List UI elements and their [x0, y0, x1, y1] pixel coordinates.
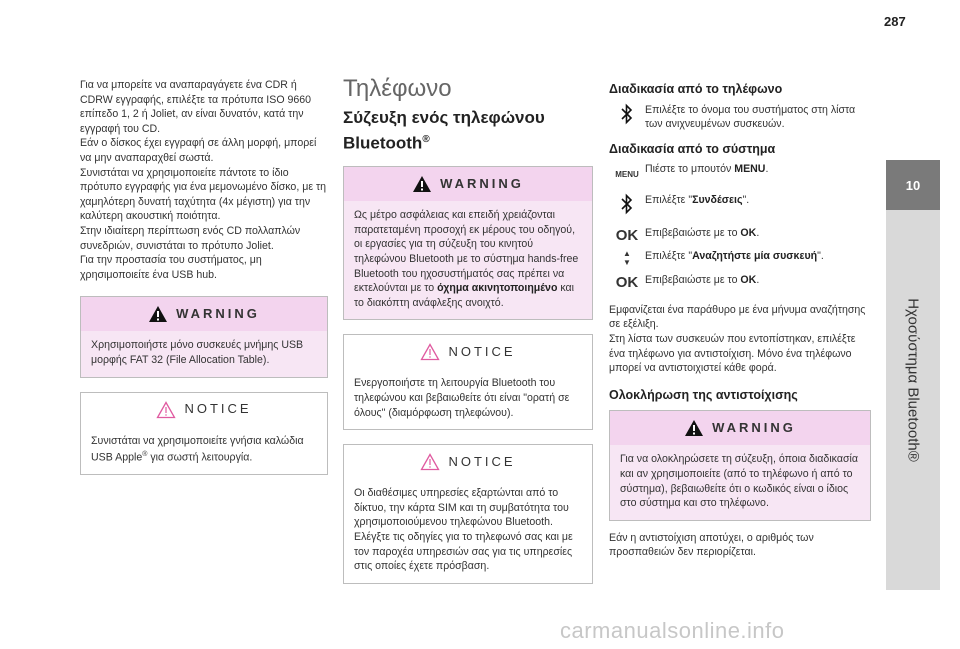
warning-title: WARNING — [176, 306, 260, 322]
ok-button-icon: OK — [615, 226, 639, 244]
notice-text — [91, 434, 317, 466]
notice-icon — [156, 401, 176, 419]
step-text-part: . — [756, 226, 760, 239]
subheading-system-procedure: Διαδικασία από το σύστημα — [609, 141, 776, 156]
step-text-part: . — [765, 163, 769, 176]
up-down-arrows-icon — [609, 249, 645, 267]
notice-header — [81, 393, 327, 427]
subheading-phone-procedure: Διαδικασία από το τηλέφωνο — [609, 82, 783, 96]
warning-text — [354, 208, 582, 310]
notice-text: Οι διαθέσιμες υπηρεσίες εξαρτώνται από το δίκτυο, την κάρτα SIM και τη συμβατότητα του χρησιμοποιούμενου τηλεφώνου Bluetooth. — [354, 487, 569, 529]
paragraph: Συνιστάται να χρησιμοποιείτε πάντοτε το ίδιο πρότυπο εγγραφής για ένα μεμονωμένο δίσκο, με τη χαμηλότερη δυνατή ταχύτητα (4x μέγιστη) για την καλύτερη ακουστική ποιότητα. — [80, 166, 327, 223]
notice-icon — [420, 343, 440, 361]
bluetooth-icon — [609, 103, 645, 130]
registered-mark: ® — [142, 451, 148, 459]
notice-text: Ενεργοποιήστε τη λειτουργία Bluetooth του τηλεφώνου και βεβαιωθείτε ότι είναι "ορατή σε όλους" (διαμόρφωση τηλεφώνου). — [354, 377, 570, 419]
notice-title: NOTICE — [448, 344, 516, 360]
warning-box — [343, 166, 593, 320]
warning-header — [81, 297, 327, 331]
menu-button-icon: MENU — [615, 170, 639, 180]
procedure-step — [609, 193, 871, 220]
notice-header — [344, 445, 592, 479]
notice-box — [343, 334, 593, 430]
warning-box — [80, 296, 328, 377]
notice-text: Ελέγξτε τις οδηγίες για το τηλεφωνό σας και με τον παροχέα υπηρεσιών σας για τις υπηρεσίες στις οποίες έχετε πρόσβαση. — [354, 530, 573, 573]
step-text — [645, 273, 871, 288]
warning-text-part: και το διακόπτη ανάφλεξης ανοιχτό. — [354, 282, 575, 309]
notice-box — [80, 392, 328, 476]
paragraph: Για να μπορείτε να αναπαραγάγετε ένα CDR ή CDRW εγγραφής, επιλέξτε τα πρότυπα ISO 9660 επίπεδο 1, 2 ή Joliet, αν είναι δυνατόν, κατά την εγγραφή του CD. — [80, 79, 312, 135]
chapter-side-tab — [886, 160, 940, 590]
page-number: 287 — [884, 14, 906, 29]
warning-header — [610, 411, 870, 445]
step-text-bold: OK — [740, 274, 757, 287]
watermark: carmanualsonline.info — [560, 618, 785, 643]
middle-column — [343, 75, 593, 584]
paragraph: Εάν η αντιστοίχιση αποτύχει, ο αριθμός των προσπαθειών δεν περιορίζεται. — [609, 531, 814, 559]
procedure-step — [609, 226, 871, 244]
step-text-part: . — [756, 274, 760, 287]
heading-line: Σύζευξη ενός τηλεφώνου — [343, 107, 545, 127]
page-heading — [343, 107, 593, 155]
paragraph: Εμφανίζεται ένα παράθυρο με ένα μήνυμα αναζήτησης σε εξέλιξη. — [609, 303, 866, 331]
notice-title: NOTICE — [448, 453, 516, 469]
step-text-part: Επιβεβαιώστε με το — [645, 226, 741, 239]
notice-title: NOTICE — [184, 401, 252, 417]
bluetooth-icon — [609, 193, 645, 220]
arrow-up-icon: ▲ — [623, 249, 631, 259]
paragraph: Στη λίστα των συσκευών που εντοπίστηκαν, επιλέξτε ένα τηλέφωνο για αντιστοίχιση. Μόνο ένα τηλέφωνο μπορεί να αντιστοιχιστεί κάθε φορά. — [609, 332, 856, 375]
chapter-number: 10 — [886, 160, 940, 210]
step-text-bold: OK — [740, 226, 757, 239]
procedure-step — [609, 103, 871, 132]
warning-text-bold: όχημα ακινητοποιημένο — [437, 282, 558, 295]
procedure-step — [609, 273, 871, 291]
step-text-part: ". — [742, 193, 750, 206]
warning-icon — [412, 175, 432, 193]
paragraph: Εάν ο δίσκος έχει εγγραφή σε άλλη μορφή, μπορεί να μην αναπαραχθεί σωστά. — [80, 137, 317, 164]
paragraph: Στην ιδιαίτερη περίπτωση ενός CD πολλαπλών συνεδριών, συνιστάται το πρότυπο Joliet. — [80, 224, 301, 252]
step-text — [645, 249, 871, 264]
chapter-title: Ηχοσύστημα Bluetooth® — [904, 298, 922, 462]
section-title: Τηλέφωνο — [343, 75, 452, 102]
paragraph: Για την προστασία του συστήματος, μη χρησιμοποιείτε ένα USB hub. — [80, 254, 262, 281]
notice-box — [343, 444, 593, 584]
arrow-down-icon: ▼ — [623, 258, 631, 268]
step-text-part: Επιλέξτε " — [645, 250, 693, 263]
warning-icon — [684, 419, 704, 437]
step-text: Επιλέξτε το όνομα του συστήματος στη λίστα των ανιχνευμένων συσκευών. — [645, 103, 856, 131]
warning-box — [609, 410, 871, 520]
step-text — [645, 162, 871, 177]
step-text-part: ". — [817, 250, 824, 263]
notice-text-part: Συνιστάται να χρησιμοποιείτε γνήσια καλώδια USB Apple — [91, 434, 304, 464]
step-text-part: Επιβεβαιώστε με το — [645, 274, 741, 287]
notice-text-part: για σωστή λειτουργία. — [147, 451, 253, 464]
step-text — [645, 193, 871, 208]
warning-title: WARNING — [440, 175, 524, 191]
notice-header — [344, 335, 592, 369]
heading-line — [343, 129, 593, 155]
step-text-bold: MENU — [734, 163, 766, 176]
warning-text: Χρησιμοποιήστε μόνο συσκευές μνήμης USB μορφής FAT 32 (File Allocation Table). — [91, 339, 304, 366]
warning-text-part: Ως μέτρο ασφάλειας και επειδή χρειάζονται παρατεταμένη προσοχή εκ μέρους του οδηγού, οι εργασίες για τη σύζευξη του κινητού τηλεφώνου Bluetooth με το σύστημα hands-free Bluetooth του ηχοσυστήματός σας πρέπει να εκτελούνται με το — [354, 209, 579, 295]
ok-button-icon: OK — [615, 274, 639, 292]
notice-icon — [420, 453, 440, 471]
procedure-step — [609, 249, 871, 267]
warning-title: WARNING — [712, 420, 796, 436]
warning-icon — [148, 305, 168, 323]
step-text-bold: Συνδέσεις — [692, 193, 743, 206]
right-column — [609, 82, 871, 560]
step-text-bold: Αναζητήστε μία συσκευή — [692, 250, 818, 263]
registered-mark: ® — [422, 133, 430, 145]
step-text — [645, 226, 871, 241]
left-column — [80, 78, 328, 475]
step-text-part: Πιέστε το μπουτόν — [645, 163, 735, 176]
warning-text: Για να ολοκληρώσετε τη σύζευξη, όποια διαδικασία και αν χρησιμοποιείτε (από το τηλέφωνο ή από το σύστημα), βεβαιωθείτε ότι ο κωδικός είναι ο ίδιος στο σύστημα και στο τηλέφωνο. — [620, 453, 858, 510]
subheading-complete-pairing: Ολοκλήρωση της αντιστοίχισης — [609, 387, 798, 402]
step-text-part: Επιλέξτε " — [645, 193, 693, 206]
warning-header — [344, 167, 592, 201]
heading-text: Bluetooth — [343, 133, 423, 153]
procedure-step — [609, 162, 871, 183]
